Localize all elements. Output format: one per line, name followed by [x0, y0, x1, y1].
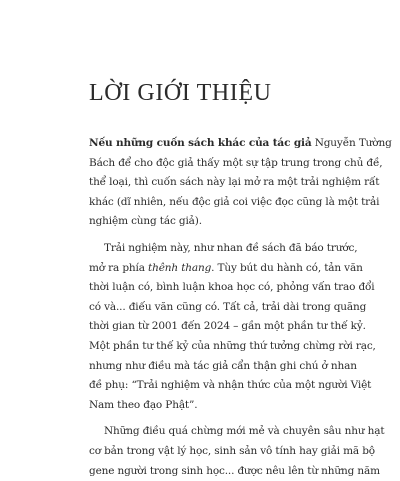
paragraph-2-line-4: có và... điếu văn cũng có. Tất cả, trải dài trong quãng	[89, 298, 345, 318]
text-run: mở ra phía	[89, 262, 148, 274]
chapter-title: LỜI GIỚI THIỆU	[89, 80, 272, 107]
paragraph-2-line-1: Trải nghiệm này, như nhan đề sách đã báo trước,	[89, 239, 345, 259]
paragraph-1-line-1	[89, 134, 345, 154]
paragraph-1-line-4: khác (dĩ nhiên, nếu độc giả coi việc đọc cũng là một trải	[89, 193, 345, 213]
paragraph-3-line-3: gene người trong sinh học... được nêu lên từ những năm	[89, 462, 345, 481]
paragraph-2-line-9: Nam theo đạo Phật”.	[89, 396, 345, 416]
paragraph-gap	[89, 415, 345, 422]
italic-phrase: thênh thang	[148, 262, 211, 274]
paragraph-1-line-5: nghiệm cùng tác giả).	[89, 212, 345, 232]
text-run: . Tùy bút du hành có, tản văn	[211, 262, 363, 274]
paragraph-2-line-5: thời gian từ 2001 đến 2024 – gần một phần tư thế kỷ.	[89, 317, 345, 337]
paragraph-2-line-6: Một phần tư thế kỷ của những thứ tưởng chừng rời rạc,	[89, 337, 345, 357]
paragraph-2-line-7: nhưng như điều mà tác giả cẩn thận ghi chú ở nhan	[89, 357, 345, 377]
paragraph-2-line-2	[89, 259, 345, 279]
paragraph-1-line-2: Bách để cho độc giả thấy một sự tập trung trong chủ đề,	[89, 154, 345, 174]
paragraph-gap	[89, 232, 345, 239]
paragraph-2-line-8: đề phụ: “Trải nghiệm và nhận thức của một người Việt	[89, 376, 345, 396]
paragraph-2-line-3: thời luận có, bình luận khoa học có, phỏng vấn trao đổi	[89, 278, 345, 298]
text-run: Nguyễn Tường	[312, 137, 392, 149]
paragraph-1-line-3: thể loại, thì cuốn sách này lại mở ra một trải nghiệm rất	[89, 173, 345, 193]
paragraph-3-line-1: Những điều quá chừng mới mẻ và chuyên sâu như hạt	[89, 422, 345, 442]
body-text	[89, 134, 345, 481]
paragraph-3-line-2: cơ bản trong vật lý học, sinh sản vô tính hay giải mã bộ	[89, 442, 345, 462]
lead-bold-text: Nếu những cuốn sách khác của tác giả	[89, 137, 312, 149]
